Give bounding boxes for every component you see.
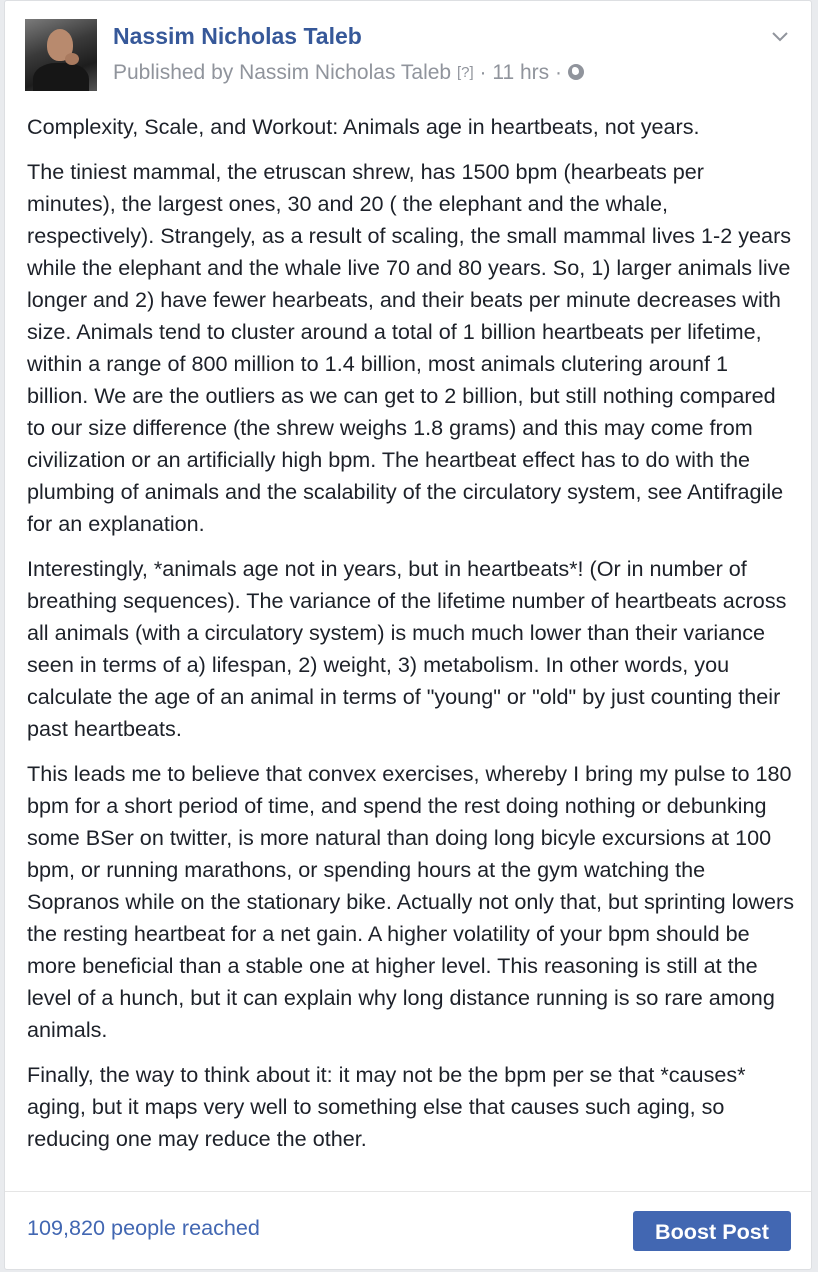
meta-separator: · (473, 61, 493, 84)
chevron-down-icon[interactable] (769, 25, 791, 47)
post-header (25, 19, 791, 99)
post-paragraph: The tiniest mammal, the etruscan shrew, has 1500 bpm (hearbeats per minutes), the largest ones, 30 and 20 ( the elephant and the whale, respectively). Strangely, as a result of scaling, the small mammal lives 1-2 years while the elephant and the whale live 70 and 80 years. So, 1) larger animals live longer and 2) have fewer hearbeats, and their beats per minute decreases with size. Animals tend to cluster around a total of 1 billion heartbeats per lifetime, within a range of 800 million to 1.4 billion, most animals clutering arounf 1 billion. We are the outliers as we can get to 2 billion, but still nothing compared to our size difference (the shrew weighs 1.8 grams) and this may come from civilization or an artificially high bpm. The heartbeat effect has to do with the plumbing of animals and the scalability of the circulatory system, see Antifragile for an explanation. (27, 159, 792, 536)
post-paragraph: Finally, the way to think about it: it may not be the bpm per se that *causes* aging, but it maps very well to something else that causes such aging, so reducing one may reduce the other. (27, 1062, 746, 1151)
post-paragraph: This leads me to believe that convex exercises, whereby I bring my pulse to 180 bpm for a short period of time, and spend the rest doing nothing or debunking some BSer on twitter, is more natural than doing long bicyle excursions at 100 bpm, or running marathons, or spending hours at the gym watching the Sopranos while on the stationary bike. Actually not only that, but sprinting lowers the resting heartbeat for a net gain. A higher volatility of your bpm should be more beneficial than a stable one at higher level. This reasoning is still at the level of a hunch, but it can explain why long distance running is so rare among animals. (27, 761, 795, 1042)
author-name-link[interactable]: Nassim Nicholas Taleb (113, 23, 362, 49)
reach-count-link[interactable]: 109,820 people reached (27, 1215, 260, 1240)
help-link[interactable]: [?] (456, 64, 474, 81)
boost-post-button[interactable]: Boost Post (633, 1211, 791, 1251)
timestamp-link[interactable]: 11 hrs (492, 61, 550, 84)
post-footer (5, 1191, 811, 1269)
post-meta (113, 61, 584, 85)
meta-separator-2: · (549, 61, 568, 84)
published-by-link[interactable]: Published by Nassim Nicholas Taleb (113, 61, 452, 84)
post-paragraph-title: Complexity, Scale, and Workout: Animals age in heartbeats, not years. (27, 114, 700, 139)
avatar[interactable] (25, 19, 97, 91)
post-paragraph: Interestingly, *animals age not in years, but in heartbeats*! (Or in number of breathing sequences). The variance of the lifetime number of heartbeats across all animals (with a circulatory system) is much much lower than their variance seen in terms of a) lifespan, 2) weight, 3) metabolism. In other words, you calculate the age of an animal in terms of "young" or "old" by just counting their past heartbeats. (27, 556, 787, 741)
post-card (4, 0, 812, 1270)
globe-icon[interactable] (568, 64, 584, 80)
post-content (27, 111, 795, 1168)
